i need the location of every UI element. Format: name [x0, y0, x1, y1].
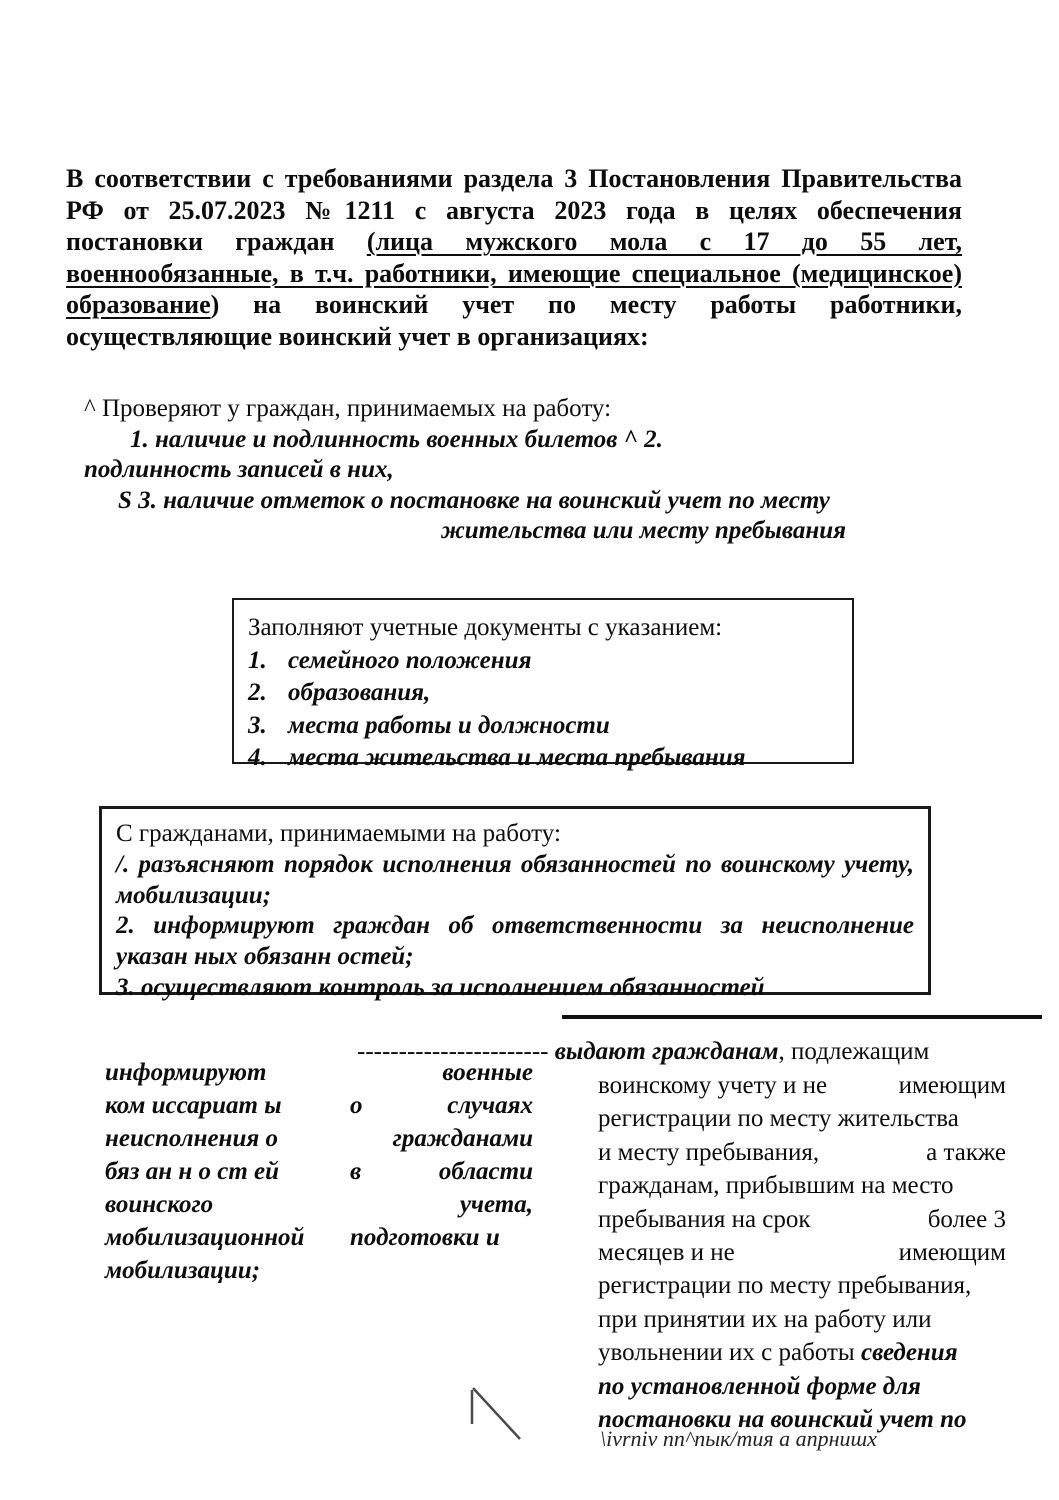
mid-col-text: подготовки и [350, 1224, 500, 1251]
box2-line: 2. информируют граждан об ответственности за неисполнение [116, 912, 914, 940]
item-number: 4. [248, 744, 267, 771]
intro-line [66, 163, 962, 195]
arrow-mark-svg [458, 1378, 532, 1452]
intro-text: В соответствии с требованиями раздела 3 Постановления Правительства [66, 164, 962, 193]
box1-item [248, 677, 838, 710]
mid-col-text: в [350, 1158, 362, 1185]
mid-col-line [350, 1089, 533, 1122]
item-text: места жительства и места пребывания [288, 744, 746, 771]
mid-col-text: случаях [447, 1092, 533, 1119]
check-item-3: S 3. наличие отметок о постановке на воинский учет по месту [118, 486, 830, 514]
right-col-bold-text: по установленной форме для [598, 1372, 921, 1400]
intro-paragraph [66, 163, 962, 352]
check-section [84, 394, 846, 547]
right-col-bold-text: сведения [860, 1339, 958, 1367]
bottom-right-column [598, 1069, 1006, 1436]
check-heading: ^ Проверяют у граждан, принимаемых на работу: [84, 395, 612, 422]
right-col-bold-text: постановки на воинский учет по [598, 1405, 967, 1433]
right-col-line [598, 1069, 1006, 1102]
item-number: 2. [248, 679, 267, 706]
right-col-lead-line [357, 1035, 1017, 1068]
box2-line: 3. осуществляют контроль за исполнением обязанностей [116, 973, 765, 1001]
box-citizens [99, 806, 931, 1001]
bottom-left-column [105, 1056, 320, 1287]
right-col-text: гражданам, прибывшим на место [598, 1172, 954, 1200]
box1-title: Заполняют учетные документы с указанием: [248, 614, 723, 641]
right-col-text: более 3 [927, 1205, 1006, 1233]
mid-col-line [350, 1155, 533, 1188]
mid-col-text: учета, [459, 1191, 533, 1218]
intro-text: постановки граждан [66, 227, 367, 256]
item-text: семейного положения [288, 646, 532, 674]
left-col-line: неисполнения о [105, 1125, 278, 1152]
box-fill-documents [232, 598, 854, 771]
right-col-text: при принятии их на работу или [598, 1305, 932, 1333]
intro-line [66, 195, 962, 227]
right-col-text: воинскому учету и не [598, 1072, 828, 1099]
right-col-line [598, 1236, 1006, 1269]
intro-text: ) на воинский учет по месту работы работники, [210, 290, 962, 319]
right-col-line [598, 1169, 1006, 1202]
mid-col-text: о [350, 1092, 363, 1119]
right-col-line [598, 1203, 1006, 1236]
mid-col-text: военные [442, 1059, 533, 1086]
mid-col-text: гражданами [392, 1125, 533, 1152]
right-col-line [598, 1303, 1006, 1336]
box2-line: мобилизации; [116, 881, 272, 909]
intro-line [66, 258, 962, 290]
right-col-text: регистрации по месту жительства [598, 1105, 959, 1133]
underlined-phrase: (лица мужского мола с 17 до 55 лет, [366, 227, 962, 256]
right-col-text: имеющим [898, 1072, 1006, 1099]
check-item-1: 1. наличие и подлинность военных билетов ^ 2. [130, 425, 663, 453]
left-col-line: ком иссариат ы [105, 1092, 282, 1119]
lead-rest-text: , подлежащим [778, 1038, 930, 1065]
right-col-text: пребывания на срок [598, 1205, 811, 1233]
mid-col-line [350, 1188, 533, 1221]
right-col-text: имеющим [898, 1238, 1006, 1266]
item-text: места работы и должности [288, 711, 610, 739]
item-number: 3. [248, 711, 267, 739]
underlined-phrase: военнообязанные, в т.ч. работники, имеющие специальное (медицинское) [66, 258, 962, 288]
mid-col-text: области [438, 1158, 533, 1185]
footnote-line: \ivrniv nn^пык/тия а апрнишх [600, 1426, 877, 1451]
left-col-line: бяз ан н о ст ей [105, 1158, 280, 1185]
horizontal-rule [562, 1015, 1042, 1019]
right-col-line [598, 1102, 1006, 1135]
left-col-line: мобилизации; [105, 1257, 261, 1284]
left-col-line: информируют [105, 1059, 267, 1086]
right-col-text: а также [926, 1138, 1006, 1166]
underlined-phrase: образование [66, 290, 211, 319]
box1-item [248, 710, 838, 743]
mid-col-line [350, 1221, 533, 1254]
box1-item [248, 645, 838, 678]
box2-line: /. разъясняют порядок исполнения обязанностей по воинскому учету, [116, 850, 914, 878]
intro-line [66, 226, 962, 258]
right-col-line [598, 1370, 1006, 1403]
box2-heading: С гражданами, принимаемыми на работу: [116, 820, 561, 847]
check-item-4: жительства или месту пребывания [440, 517, 846, 544]
intro-line [66, 289, 962, 321]
right-col-text: месяцев и не [598, 1238, 735, 1266]
right-col-text: и месту пребывания, [598, 1138, 820, 1166]
intro-line [66, 321, 962, 353]
mid-col-line [350, 1122, 533, 1155]
right-col-text: регистрации по месту пребывания, [598, 1272, 972, 1300]
item-number: 1. [248, 646, 267, 674]
left-col-line: мобилизационной [105, 1224, 305, 1251]
right-col-line [598, 1336, 1006, 1369]
bottom-middle-column [350, 1056, 533, 1254]
box2-line: указан ных обязанн остей; [116, 943, 414, 971]
dashed-connector: ----------------------- [357, 1038, 555, 1065]
right-col-line [598, 1136, 1006, 1169]
left-col-line: воинского [105, 1191, 214, 1218]
intro-text: осуществляющие воинский учет в организациях: [66, 321, 649, 351]
box1-item [248, 742, 838, 775]
arrow-mark [458, 1378, 532, 1457]
lead-bold-text: выдают гражданам [554, 1038, 779, 1065]
right-col-line [598, 1269, 1006, 1302]
item-text: образования, [288, 679, 431, 706]
intro-text: РФ от 25.07.2023 №1211 с августа 2023 года в целях обеспечения [66, 195, 962, 225]
right-col-text: увольнении их с работы [598, 1339, 861, 1367]
check-item-2: подлинность записей в них, [84, 456, 394, 483]
